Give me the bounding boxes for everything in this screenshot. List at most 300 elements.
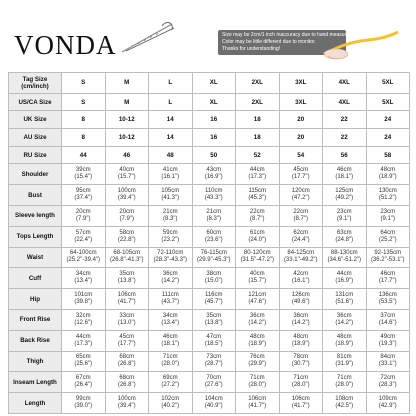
cm-value: 84cm bbox=[380, 354, 396, 361]
size-cell: 18 bbox=[236, 111, 280, 129]
cm-value: 58cm bbox=[119, 229, 135, 236]
inch-value: (26.4") bbox=[74, 382, 93, 389]
size-cell: M bbox=[105, 73, 149, 94]
cm-value: 42cm bbox=[293, 271, 309, 278]
inch-value: (13.8") bbox=[204, 319, 223, 326]
cm-value: 45cm bbox=[293, 167, 309, 174]
measurement-cell bbox=[366, 393, 410, 414]
inch-value: (28.3") bbox=[378, 382, 397, 389]
cm-value: 76-115cm bbox=[200, 250, 227, 257]
cm-value: 76cm bbox=[249, 354, 265, 361]
measurement-cell bbox=[236, 206, 280, 227]
cm-value: 111cm bbox=[161, 292, 179, 299]
cm-value: 72cm bbox=[380, 375, 396, 382]
measurement-cell bbox=[279, 226, 323, 247]
cm-value: 71cm bbox=[293, 375, 309, 382]
inch-value: (14.2") bbox=[335, 319, 354, 326]
measurement-cell bbox=[62, 164, 106, 185]
measurement-cell bbox=[149, 351, 193, 372]
inch-value: (28.0") bbox=[291, 382, 310, 389]
cm-value: 43cm bbox=[206, 167, 222, 174]
cm-value: 40cm bbox=[249, 271, 265, 278]
measurement-cell bbox=[279, 289, 323, 310]
cm-value: 109cm bbox=[378, 396, 397, 403]
inch-value: (33.1"-49.2") bbox=[283, 257, 318, 264]
cm-value: 115cm bbox=[248, 188, 267, 195]
inch-value: (25.2") bbox=[378, 236, 397, 243]
cm-value: 46cm bbox=[336, 167, 352, 174]
measurement-cell bbox=[105, 393, 149, 414]
cm-value: 100cm bbox=[117, 188, 136, 195]
inch-value: (26.8") bbox=[117, 382, 136, 389]
measurement-cell bbox=[279, 330, 323, 351]
size-chart-table bbox=[8, 72, 410, 414]
cm-value: 101cm bbox=[74, 292, 93, 299]
cm-value: 68-105cm bbox=[113, 250, 141, 257]
inch-value: (45.7") bbox=[204, 299, 223, 306]
cm-value: 20cm bbox=[119, 208, 135, 215]
size-cell: 10-12 bbox=[105, 129, 149, 147]
size-cell: 46 bbox=[105, 146, 149, 164]
cm-value: 63cm bbox=[336, 229, 352, 236]
inch-value: (51.6") bbox=[335, 299, 354, 306]
inch-value: (22.8") bbox=[117, 236, 136, 243]
cm-value: 110cm bbox=[204, 188, 223, 195]
inch-value: (25.2"-39.4") bbox=[66, 257, 101, 264]
cm-value: 32cm bbox=[75, 312, 91, 319]
measurement-cell bbox=[366, 185, 410, 206]
size-cell: 50 bbox=[192, 146, 236, 164]
inch-value: (15.7") bbox=[248, 278, 267, 285]
measurement-cell bbox=[279, 268, 323, 289]
inch-value: (43.3") bbox=[204, 195, 223, 202]
inch-value: (42.9") bbox=[378, 403, 397, 410]
size-cell: 56 bbox=[323, 146, 367, 164]
size-cell: 8 bbox=[62, 111, 106, 129]
measurement-cell bbox=[149, 164, 193, 185]
brand-logo: VONDA bbox=[14, 30, 117, 60]
measurement-cell bbox=[192, 206, 236, 227]
inch-value: (29.9"-45.3") bbox=[196, 257, 231, 264]
inch-value: (18.1") bbox=[335, 174, 354, 181]
inch-value: (13.8") bbox=[117, 278, 136, 285]
inch-value: (24.0") bbox=[248, 236, 267, 243]
measurement-row bbox=[9, 226, 410, 247]
measurement-cell bbox=[192, 289, 236, 310]
measurement-cell bbox=[323, 372, 367, 393]
row-header: Inseam Length bbox=[9, 372, 62, 393]
size-cell: 20 bbox=[279, 111, 323, 129]
inch-value: (8.3") bbox=[206, 215, 221, 222]
inch-value: (47.2") bbox=[291, 195, 310, 202]
row-header: Cuff bbox=[9, 268, 62, 289]
measurement-row bbox=[9, 330, 410, 351]
inch-value: (39.4") bbox=[117, 403, 136, 410]
size-cell: 20 bbox=[279, 129, 323, 147]
cm-value: 78cm bbox=[293, 354, 309, 361]
measurement-cell bbox=[323, 247, 367, 268]
measurement-cell bbox=[149, 226, 193, 247]
inch-value: (26.8"-41.3") bbox=[109, 257, 144, 264]
measurement-cell bbox=[192, 309, 236, 330]
measurement-cell bbox=[236, 226, 280, 247]
measurement-cell bbox=[192, 351, 236, 372]
cm-value: 48cm bbox=[249, 333, 265, 340]
measurement-cell bbox=[62, 185, 106, 206]
cm-value: 116cm bbox=[204, 292, 223, 299]
inch-value: (24.4") bbox=[291, 236, 310, 243]
measurement-cell bbox=[62, 309, 106, 330]
measurement-cell bbox=[105, 206, 149, 227]
size-cell: 4XL bbox=[323, 73, 367, 94]
row-header: Thigh bbox=[9, 351, 62, 372]
inch-value: (16.1") bbox=[161, 174, 180, 181]
inch-value: (51.2") bbox=[378, 195, 397, 202]
inch-value: (13.4") bbox=[74, 278, 93, 285]
cm-value: 36cm bbox=[249, 312, 265, 319]
inch-value: (15.4") bbox=[74, 174, 93, 181]
cm-value: 64cm bbox=[380, 229, 396, 236]
measurement-cell bbox=[323, 206, 367, 227]
cm-value: 36cm bbox=[336, 312, 352, 319]
inch-value: (17.3") bbox=[74, 340, 93, 347]
inch-value: (30.7") bbox=[291, 361, 310, 368]
inch-value: (14.6") bbox=[378, 319, 397, 326]
measurement-cell bbox=[62, 247, 106, 268]
measurement-cell bbox=[236, 351, 280, 372]
size-cell: 3XL bbox=[279, 73, 323, 94]
cm-value: 80-120cm bbox=[243, 250, 271, 257]
measurement-cell bbox=[366, 372, 410, 393]
inch-value: (27.6") bbox=[204, 382, 223, 389]
inch-value: (41.7") bbox=[117, 299, 136, 306]
cm-value: 99cm bbox=[75, 396, 91, 403]
inch-value: (16.9") bbox=[204, 174, 223, 181]
size-cell: 8 bbox=[62, 129, 106, 147]
size-cell: 22 bbox=[323, 111, 367, 129]
inch-value: (8.3") bbox=[163, 215, 178, 222]
measurement-row bbox=[9, 309, 410, 330]
measurement-cell bbox=[105, 185, 149, 206]
size-row bbox=[9, 146, 410, 164]
size-cell: 48 bbox=[149, 146, 193, 164]
measurement-cell bbox=[62, 372, 106, 393]
cm-value: 23cm bbox=[380, 208, 396, 215]
cm-value: 72-110cm bbox=[157, 250, 184, 257]
size-cell: 5XL bbox=[366, 73, 410, 94]
measurement-cell bbox=[236, 393, 280, 414]
inch-value: (41.3") bbox=[161, 195, 180, 202]
size-cell: XL bbox=[192, 73, 236, 94]
inch-value: (19.3") bbox=[378, 340, 397, 347]
row-header: Length bbox=[9, 393, 62, 414]
measurement-cell bbox=[149, 372, 193, 393]
inch-value: (31.5"-47.2") bbox=[240, 257, 275, 264]
inch-value: (7.9") bbox=[76, 215, 91, 222]
inch-value: (39.0") bbox=[74, 403, 93, 410]
cm-value: 23cm bbox=[336, 208, 352, 215]
inch-value: (31.9") bbox=[335, 361, 354, 368]
cm-value: 84-125cm bbox=[287, 250, 315, 257]
cm-value: 36cm bbox=[293, 312, 309, 319]
measurement-cell bbox=[62, 289, 106, 310]
measurement-cell bbox=[236, 185, 280, 206]
size-cell: 4XL bbox=[323, 93, 367, 111]
measurement-row bbox=[9, 164, 410, 185]
measurement-row bbox=[9, 268, 410, 289]
hand-measuring-icon bbox=[318, 24, 402, 66]
inch-value: (29.9") bbox=[248, 361, 267, 368]
inch-value: (18.1") bbox=[161, 340, 180, 347]
row-header: Waist bbox=[9, 247, 62, 268]
measurement-cell bbox=[105, 247, 149, 268]
inch-value: (15.0") bbox=[204, 278, 223, 285]
measurement-cell bbox=[149, 330, 193, 351]
inch-value: (28.7") bbox=[204, 361, 223, 368]
size-cell: S bbox=[62, 73, 106, 94]
size-cell: 14 bbox=[149, 129, 193, 147]
inch-value: (7.9") bbox=[119, 215, 134, 222]
measurement-cell bbox=[279, 309, 323, 330]
cm-value: 71cm bbox=[249, 375, 265, 382]
cm-value: 121cm bbox=[248, 292, 267, 299]
measurement-cell bbox=[105, 351, 149, 372]
cm-value: 100cm bbox=[117, 396, 136, 403]
inch-value: (49.2") bbox=[335, 195, 354, 202]
cm-value: 47cm bbox=[206, 333, 222, 340]
cm-value: 35cm bbox=[206, 312, 222, 319]
measurement-row bbox=[9, 351, 410, 372]
cm-value: 131cm bbox=[335, 292, 354, 299]
inch-value: (14.2") bbox=[248, 319, 267, 326]
cm-value: 104cm bbox=[204, 396, 223, 403]
size-cell: 16 bbox=[192, 111, 236, 129]
measurement-cell bbox=[105, 330, 149, 351]
cm-value: 60cm bbox=[206, 229, 222, 236]
measurement-row bbox=[9, 185, 410, 206]
inch-value: (41.7") bbox=[291, 403, 310, 410]
measurement-cell bbox=[236, 330, 280, 351]
cm-value: 21cm bbox=[162, 208, 178, 215]
inch-value: (33.1") bbox=[378, 361, 397, 368]
measurement-cell bbox=[105, 289, 149, 310]
inch-value: (12.6") bbox=[74, 319, 93, 326]
size-cell: 16 bbox=[192, 129, 236, 147]
cm-value: 22cm bbox=[249, 208, 265, 215]
size-cell: L bbox=[149, 73, 193, 94]
cm-value: 70cm bbox=[206, 375, 222, 382]
cm-value: 81cm bbox=[336, 354, 352, 361]
measurement-cell bbox=[192, 226, 236, 247]
measurement-cell bbox=[105, 226, 149, 247]
cm-value: 106cm bbox=[291, 396, 310, 403]
inch-value: (16.1") bbox=[291, 278, 310, 285]
cm-value: 20cm bbox=[75, 208, 91, 215]
cm-value: 34cm bbox=[75, 271, 91, 278]
cm-value: 130cm bbox=[378, 188, 397, 195]
inch-value: (39.4") bbox=[117, 195, 136, 202]
row-header: Sleeve length bbox=[9, 206, 62, 227]
inch-value: (23.6") bbox=[204, 236, 223, 243]
cm-value: 120cm bbox=[291, 188, 310, 195]
inch-value: (8.7") bbox=[250, 215, 265, 222]
cm-value: 71cm bbox=[336, 375, 352, 382]
inch-value: (37.4") bbox=[74, 195, 93, 202]
measurement-cell bbox=[192, 330, 236, 351]
inch-value: (23.2") bbox=[161, 236, 180, 243]
cm-value: 48cm bbox=[293, 333, 309, 340]
cm-value: 33cm bbox=[119, 312, 135, 319]
cm-value: 67cm bbox=[75, 375, 91, 382]
cm-value: 44cm bbox=[75, 333, 91, 340]
size-cell: 54 bbox=[279, 146, 323, 164]
cm-value: 64-100cm bbox=[69, 250, 97, 257]
size-row bbox=[9, 111, 410, 129]
measurement-cell bbox=[323, 289, 367, 310]
inch-value: (28.0") bbox=[248, 382, 267, 389]
cm-value: 108cm bbox=[335, 396, 354, 403]
cm-value: 65cm bbox=[75, 354, 91, 361]
inch-value: (17.7") bbox=[117, 340, 136, 347]
size-cell: 24 bbox=[366, 111, 410, 129]
cm-value: 41cm bbox=[162, 167, 178, 174]
size-cell: 18 bbox=[236, 129, 280, 147]
size-cell: XL bbox=[192, 93, 236, 111]
inch-value: (24.8") bbox=[335, 236, 354, 243]
measurement-cell bbox=[279, 247, 323, 268]
inch-value: (14.2") bbox=[291, 319, 310, 326]
measurement-cell bbox=[279, 351, 323, 372]
measurement-cell bbox=[323, 185, 367, 206]
measurement-cell bbox=[62, 226, 106, 247]
measurement-cell bbox=[236, 289, 280, 310]
measurement-cell bbox=[62, 393, 106, 414]
size-cell: 44 bbox=[62, 146, 106, 164]
cm-value: 57cm bbox=[75, 229, 91, 236]
inch-value: (9.1") bbox=[380, 215, 395, 222]
cm-value: 46cm bbox=[380, 271, 396, 278]
cm-value: 68cm bbox=[119, 354, 135, 361]
size-cell: 10-12 bbox=[105, 111, 149, 129]
cm-value: 95cm bbox=[75, 188, 91, 195]
inch-value: (22.4") bbox=[74, 236, 93, 243]
inch-value: (18.9") bbox=[248, 340, 267, 347]
inch-value: (28.0") bbox=[161, 361, 180, 368]
cm-value: 125cm bbox=[335, 188, 354, 195]
measurement-row bbox=[9, 393, 410, 414]
size-cell: S bbox=[62, 93, 106, 111]
cm-value: 39cm bbox=[75, 167, 91, 174]
cm-value: 92-135cm bbox=[374, 250, 402, 257]
measurement-cell bbox=[192, 185, 236, 206]
measurement-cell bbox=[105, 164, 149, 185]
measurement-cell bbox=[236, 247, 280, 268]
measurement-cell bbox=[236, 268, 280, 289]
measurement-cell bbox=[236, 309, 280, 330]
note-line-1: Size may be 2cm/1 inch inaccuracy due to hand measure, bbox=[222, 32, 351, 38]
cm-value: 22cm bbox=[293, 208, 309, 215]
inch-value: (8.7") bbox=[293, 215, 308, 222]
measurement-cell bbox=[323, 330, 367, 351]
row-header: US/CA Size bbox=[9, 93, 62, 111]
inch-value: (25.6") bbox=[74, 361, 93, 368]
row-header: Shoulder bbox=[9, 164, 62, 185]
measurement-cell bbox=[366, 164, 410, 185]
measurement-cell bbox=[192, 393, 236, 414]
cm-value: 21cm bbox=[206, 208, 222, 215]
cm-value: 68cm bbox=[119, 375, 135, 382]
inch-value: (28.0") bbox=[335, 382, 354, 389]
cm-value: 46cm bbox=[162, 333, 178, 340]
inch-value: (40.2") bbox=[161, 403, 180, 410]
measurement-cell bbox=[366, 289, 410, 310]
measurement-cell bbox=[192, 372, 236, 393]
cm-value: 40cm bbox=[119, 167, 135, 174]
cm-value: 61cm bbox=[249, 229, 265, 236]
measurement-cell bbox=[62, 268, 106, 289]
inch-value: (41.7") bbox=[248, 403, 267, 410]
measurement-cell bbox=[366, 206, 410, 227]
inch-value: (28.3"-43.3") bbox=[153, 257, 188, 264]
cm-value: 45cm bbox=[119, 333, 135, 340]
row-header: Hip bbox=[9, 289, 62, 310]
measurement-cell bbox=[279, 372, 323, 393]
size-row bbox=[9, 73, 410, 94]
size-cell: 2XL bbox=[236, 73, 280, 94]
inch-value: (15.7") bbox=[117, 174, 136, 181]
measurement-cell bbox=[149, 206, 193, 227]
measurement-cell bbox=[149, 247, 193, 268]
measurement-cell bbox=[192, 247, 236, 268]
cm-value: 35cm bbox=[119, 271, 135, 278]
measurement-cell bbox=[192, 164, 236, 185]
measurement-cell bbox=[366, 247, 410, 268]
cm-value: 49cm bbox=[380, 333, 396, 340]
inch-value: (36.2"-53.1") bbox=[370, 257, 405, 264]
measurement-cell bbox=[105, 309, 149, 330]
inch-value: (9.1") bbox=[337, 215, 352, 222]
measurement-cell bbox=[323, 268, 367, 289]
inch-value: (18.9") bbox=[335, 340, 354, 347]
size-cell: 24 bbox=[366, 129, 410, 147]
cm-value: 69cm bbox=[162, 375, 178, 382]
measurement-cell bbox=[366, 351, 410, 372]
measurement-cell bbox=[323, 226, 367, 247]
inch-value: (42.5") bbox=[335, 403, 354, 410]
cm-value: 73cm bbox=[206, 354, 222, 361]
cm-value: 71cm bbox=[162, 354, 178, 361]
inch-value: (49.6") bbox=[291, 299, 310, 306]
inch-value: (17.3") bbox=[248, 174, 267, 181]
inch-value: (43.7") bbox=[161, 299, 180, 306]
size-cell: 58 bbox=[366, 146, 410, 164]
inch-value: (18.9") bbox=[291, 340, 310, 347]
size-cell: M bbox=[105, 93, 149, 111]
measurement-cell bbox=[149, 268, 193, 289]
inch-value: (16.9") bbox=[335, 278, 354, 285]
inch-value: (34.6"-51.2") bbox=[327, 257, 362, 264]
note-line-2: Color may be little different due to monitor. bbox=[222, 39, 316, 45]
inch-value: (17.7") bbox=[378, 278, 397, 285]
measurement-cell bbox=[149, 185, 193, 206]
inch-value: (18.9") bbox=[378, 174, 397, 181]
measurement-cell bbox=[279, 393, 323, 414]
row-header: Tops Length bbox=[9, 226, 62, 247]
inch-value: (13.4") bbox=[161, 319, 180, 326]
row-header: AU Size bbox=[9, 129, 62, 147]
size-row bbox=[9, 129, 410, 147]
measurement-cell bbox=[366, 268, 410, 289]
